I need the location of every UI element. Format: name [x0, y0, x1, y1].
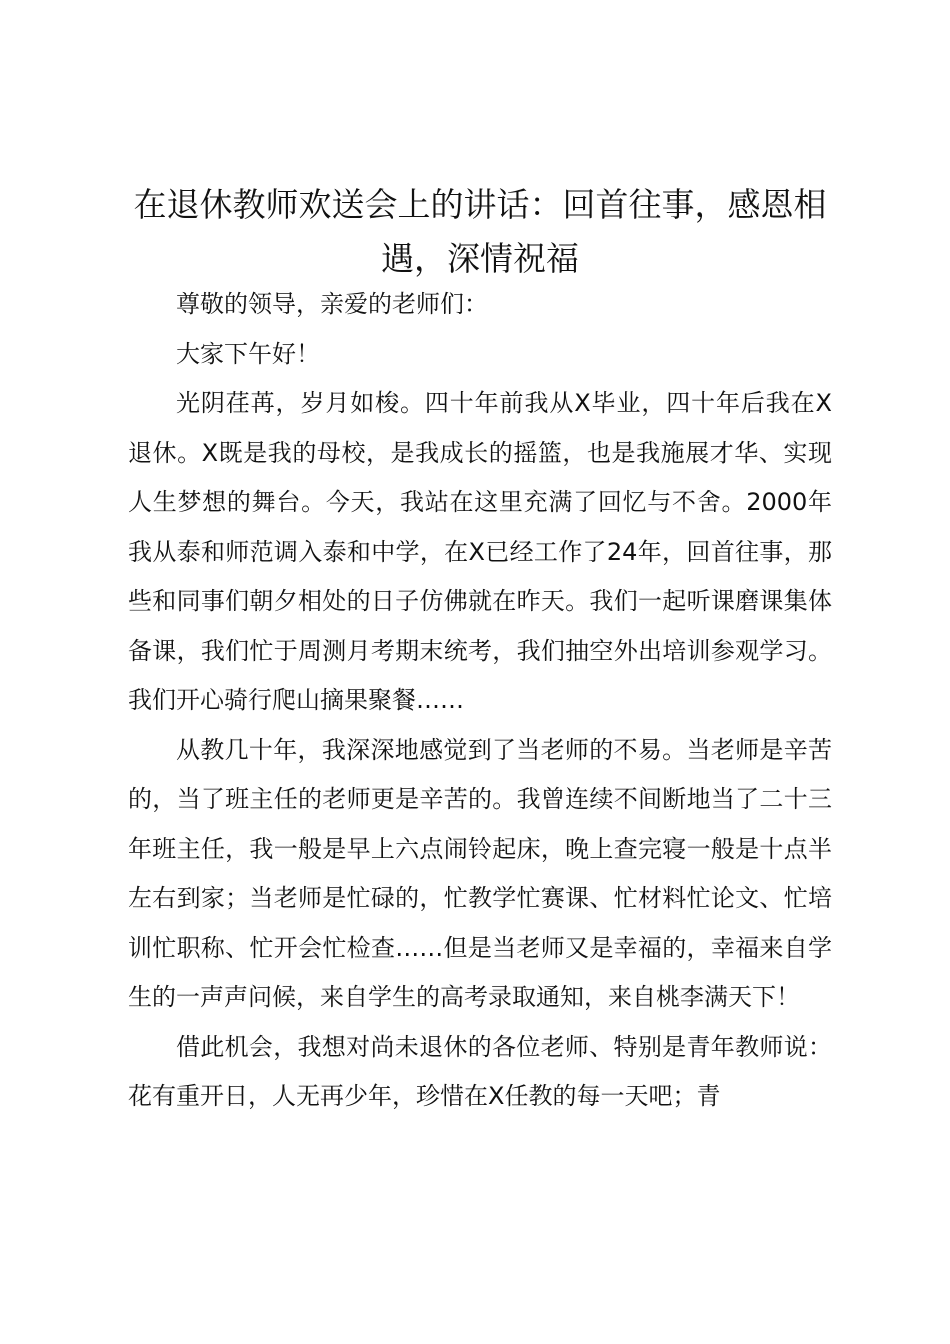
paragraph: 光阴荏苒，岁月如梭。四十年前我从X毕业，四十年后我在X退休。X既是我的母校，是我成长的摇篮，也是我施展才华、实现人生梦想的舞台。今天，我站在这里充满了回忆与不舍。2000年我从泰和师范调入泰和中学，在X已经工作了24年，回首往事，那些和同事们朝夕相处的日子仿佛就在昨天。我们一起听课磨课集体备课，我们忙于周测月考期末统考，我们抽空外出培训参观学习。我们开心骑行爬山摘果聚餐……: [128, 389, 832, 714]
paragraph: 从教几十年，我深深地感觉到了当老师的不易。当老师是辛苦的，当了班主任的老师更是辛苦的。我曾连续不间断地当了二十三年班主任，我一般是早上六点闹铃起床，晚上查完寝一般是十点半左右到家；当老师是忙碌的，忙教学忙赛课、忙材料忙论文、忙培训忙职称、忙开会忙检查……但是当老师又是幸福的，幸福来自学生的一声声问候，来自学生的高考录取通知，来自桃李满天下！: [128, 735, 832, 1011]
document-title: 在退休教师欢送会上的讲话：回首往事，感恩相遇，深情祝福: [133, 185, 827, 278]
salutation: 尊敬的领导，亲爱的老师们：: [176, 290, 488, 318]
paragraph: 借此机会，我想对尚未退休的各位老师、特别是青年教师说：花有重开日，人无再少年，珍惜在X任教的每一天吧；青: [128, 1032, 832, 1110]
greeting: 大家下午好！: [176, 339, 320, 368]
document-body: [128, 280, 832, 1122]
